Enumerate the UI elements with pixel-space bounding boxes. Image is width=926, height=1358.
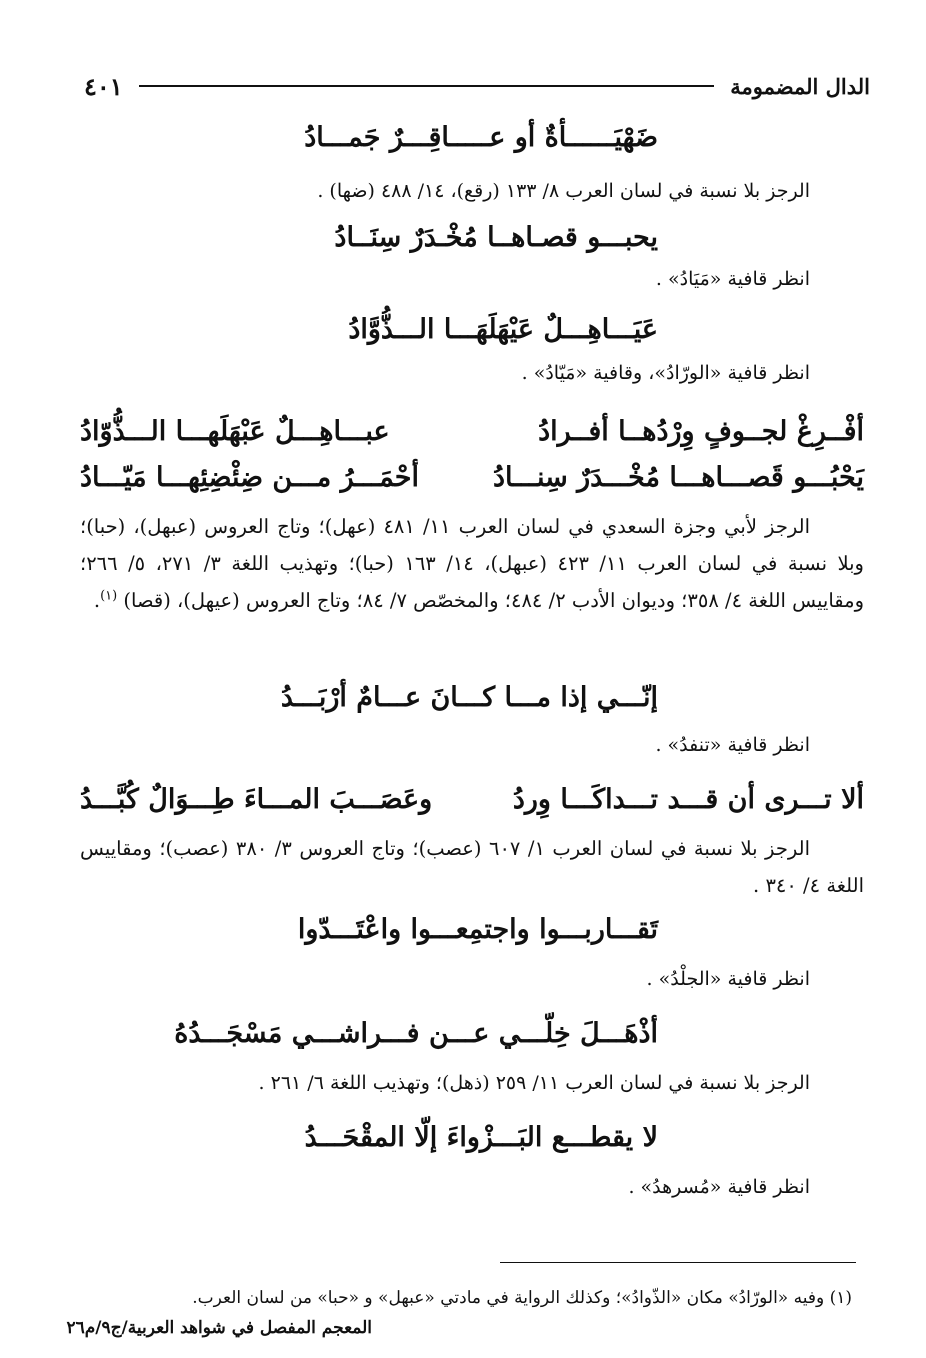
cross-reference: انظر قافية «مَيَادُ» .	[655, 268, 810, 290]
chapter-title: الدال المضمومة	[730, 73, 870, 99]
verse-hemistich-left: وعَصَـــبَ المـــاءَ طِـــوَالٌ كُبَّـــدُ	[80, 784, 433, 815]
page-number: ٤٠١	[84, 71, 123, 101]
verse-hemistich-right: أفْــرِغْ لجــوفٍ وِرْدُهــا أفــرادُ	[538, 416, 864, 447]
header-rule	[139, 85, 715, 87]
verse-line: عَيَـــاهِـــلٌ عَيْهَلَهَـــا الـــذُّوَّادُ	[348, 314, 658, 345]
source-paragraph	[80, 508, 864, 619]
source-text: الرجز لأبي وجزة السعدي في لسان العرب ١١/ ٤٨١ (عهل)؛ وتاج العروس (عبهل)، (حبا)؛ وبلا نسبة في لسان العرب ١١/ ٤٢٣ (عبهل)، ١٤/ ١٦٣ (حبا)؛ وتهذيب اللغة ٣/ ٢٧١، ٥/ ٢٦٦؛ ومقاييس اللغة ٤/ ٣٥٨؛ وديوان الأدب ٢/ ٤٨٤؛ والمخصّص ٧/ ٨٤؛ وتاج العروس (عيهل)، (قصا)	[80, 515, 864, 613]
footnote-ref: (١)	[100, 588, 118, 604]
cross-reference: انظر قافية «الورّادُ»، وقافية «مَيّادُ» .	[521, 362, 810, 384]
verse-line: لا يقطـــع البَـــزْواءَ إلّا المقْحَـــدُ	[304, 1122, 658, 1153]
verse-hemistich-left: أحْمَـــرُ مـــن ضِئْضِئِهـــا مَيّـــادُ	[80, 462, 420, 493]
verse-hemistich-right: ألا تـــرى أن قـــد تـــداكَـــا وِردُ	[512, 784, 864, 815]
verse-line: إنّـــي إذا مـــا كـــانَ عـــامٌ أرْبَـــدُ	[280, 682, 658, 713]
verse-line: يحبـــو قصـاهــا مُخْـدَرٌ سِنَــادُ	[334, 222, 658, 253]
verse-line: ضَهْيَــــــأةٌ أو عـــــاقِـــرٌ جَمـــادُ	[304, 122, 658, 153]
cross-reference: انظر قافية «تنفدُ» .	[655, 734, 810, 756]
book-footer: المعجم المفصل في شواهد العربية/ج٩/م٢٦	[66, 1318, 372, 1338]
verse-line: تَقـــاربـــوا واجتمِعـــوا واعْتَـــدّوا	[297, 914, 658, 945]
verse-hemistich-right: يَحْبُـــو قَصـــاهـــا مُخْـــدَرٌ سِنـــادُ	[492, 462, 864, 493]
footnote-separator	[500, 1262, 856, 1263]
cross-reference: انظر قافية «مُسرهدُ» .	[628, 1176, 810, 1198]
footnote: (١) وفيه «الورّادُ» مكان «الذّوادُ»؛ وكذلك الرواية في مادتي «عبهل» و «حبا» من لسان العرب.	[192, 1288, 852, 1308]
source-end: .	[93, 589, 101, 613]
verse-line: أذْهَـــلَ خِلّـــي عـــن فـــراشـــي مَسْجَـــدُهُ	[174, 1018, 658, 1049]
running-header	[84, 66, 870, 106]
source-paragraph: الرجز بلا نسبة في لسان العرب ١/ ٦٠٧ (عصب)؛ وتاج العروس ٣/ ٣٨٠ (عصب)؛ ومقاييس اللغة ٤/ ٣٤٠ .	[80, 837, 864, 898]
source-note: الرجز بلا نسبة في لسان العرب ٨/ ١٣٣ (رقع)، ١٤/ ٤٨٨ (ضها) .	[317, 180, 810, 202]
cross-reference: انظر قافية «الجلْدُ» .	[646, 968, 810, 990]
verse-hemistich-left: عبـــاهِـــلٌ عَبْهَلَهـــا الـــذُّوّادُ	[80, 416, 390, 447]
source-note: الرجز بلا نسبة في لسان العرب ١١/ ٢٥٩ (ذهل)؛ وتهذيب اللغة ٦/ ٢٦١ .	[258, 1072, 810, 1094]
